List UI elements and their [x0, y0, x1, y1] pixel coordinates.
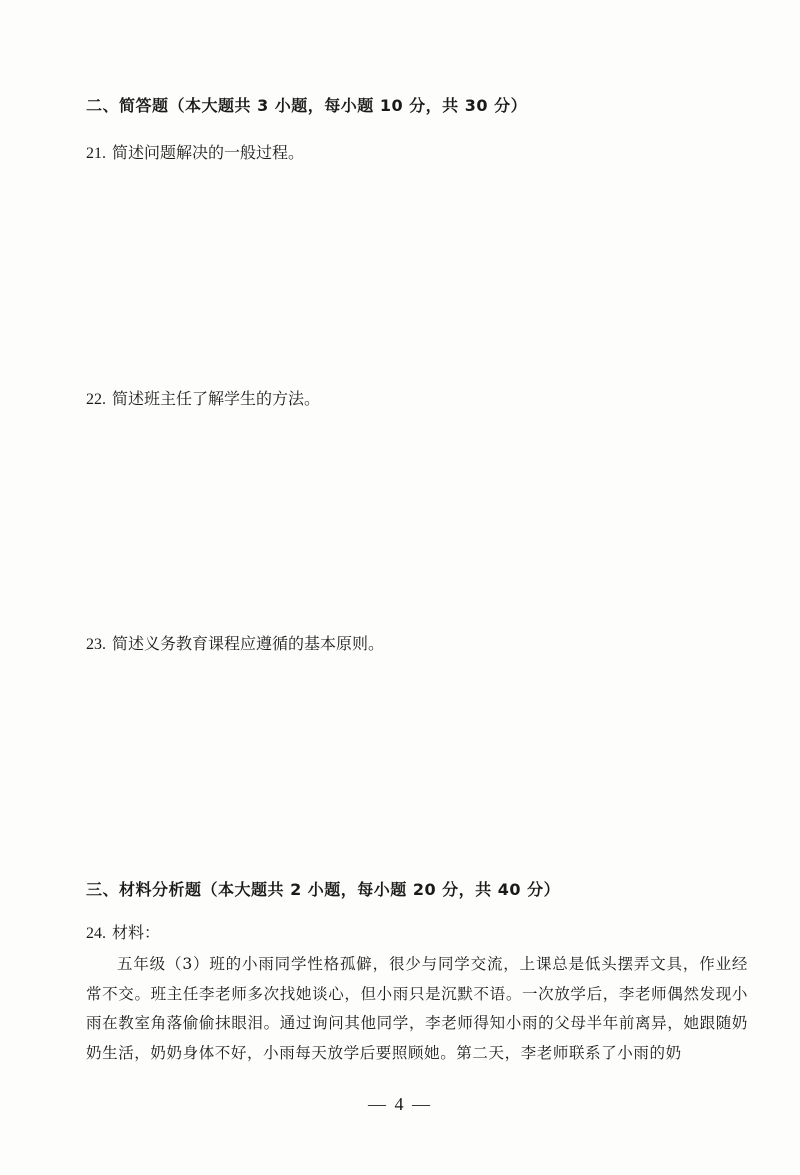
question-22	[86, 386, 320, 409]
question-21	[86, 140, 304, 163]
question-21-number: 21.	[86, 145, 106, 162]
section-two-heading: 二、简答题（本大题共 3 小题，每小题 10 分，共 30 分）	[86, 96, 528, 115]
question-23-number: 23.	[86, 636, 106, 653]
question-23-text: 简述义务教育课程应遵循的基本原则。	[112, 634, 385, 653]
section-three-heading: 三、材料分析题（本大题共 2 小题，每小题 20 分，共 40 分）	[86, 880, 561, 899]
material-paragraph: 五年级（3）班的小雨同学性格孤僻，很少与同学交流，上课总是低头摆弄文具，作业经常不交。班主任李老师多次找她谈心，但小雨只是沉默不语。一次放学后，李老师偶然发现小雨在教室角落偷偷抹眼泪。通过询问其他同学，李老师得知小雨的父母半年前离异，她跟随奶奶生活，奶奶身体不好，小雨每天放学后要照顾她。第二天，李老师联系了小雨的奶	[86, 955, 748, 1062]
page-number: — 4 —	[368, 1094, 432, 1114]
question-24-number: 24.	[86, 925, 106, 942]
question-24	[86, 920, 160, 943]
question-22-text: 简述班主任了解学生的方法。	[112, 389, 321, 408]
question-22-number: 22.	[86, 391, 106, 408]
material-label: 材料：	[112, 923, 161, 942]
question-21-text: 简述问题解决的一般过程。	[112, 143, 305, 162]
question-23	[86, 631, 384, 654]
